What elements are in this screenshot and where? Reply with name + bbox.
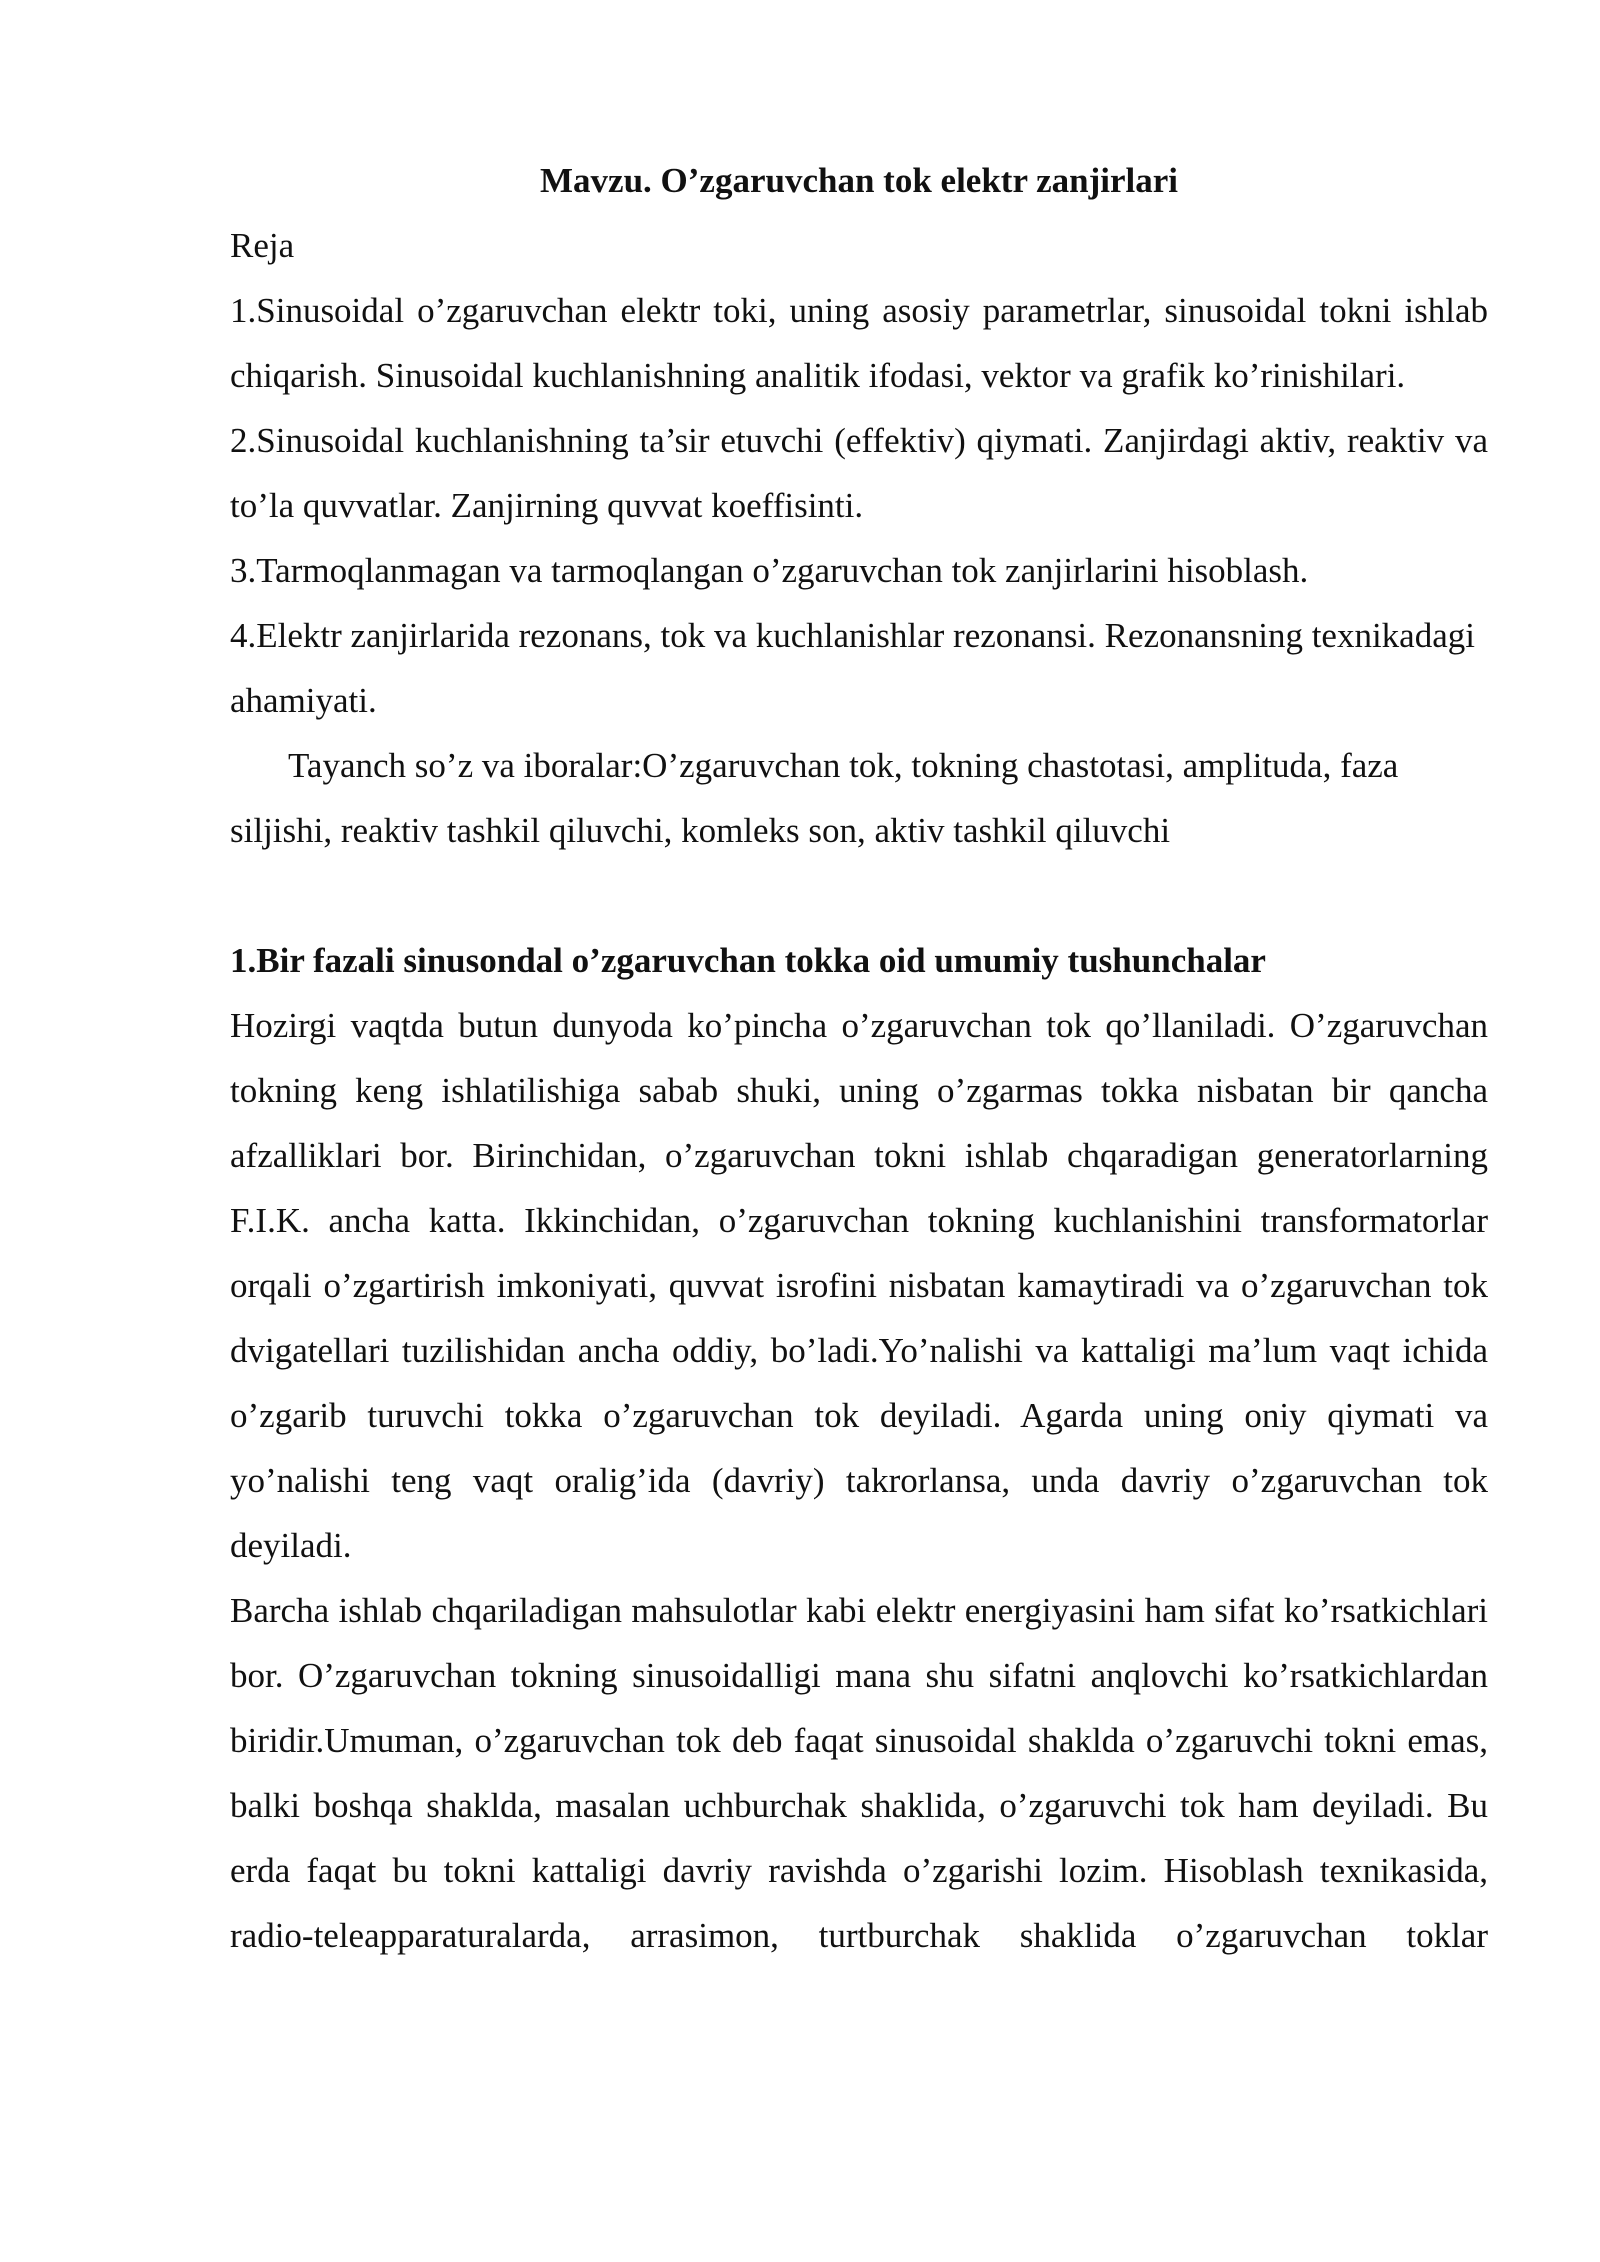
section-heading: 1.Bir fazali sinusondal o’zgaruvchan tokka oid umumiy tushunchalar: [230, 941, 1266, 980]
body-paragraph-2: Barcha ishlab chqariladigan mahsulotlar kabi elektr energiyasini ham sifat ko’rsatkichlari bor. O’zgaruvchan tokning sinusoidalligi mana shu sifatni anqlovchi ko’rsatkichlardan biridir.Umuman, o’zgaruvchan tok deb faqat sinusoidal shaklda o’zgaruvchi tokni emas, balki boshqa shaklda, masalan uchburchak shaklida, o’zgaruvchi tok ham deyiladi. Bu erda faqat bu tokni kattaligi davriy ravishda o’zgarishi lozim. Hisoblash texnikasida, radio-teleapparaturalarda, arrasimon, turtburchak shaklida o’zgaruvchan toklar: [230, 1591, 1488, 1955]
plan-label: Reja: [230, 226, 295, 265]
keywords-paragraph: Tayanch so’z va iboralar:O’zgaruvchan tok, tokning chastotasi, amplituda, faza siljishi, reaktiv tashkil qiluvchi, komleks son, aktiv tashkil qiluvchi: [230, 746, 1399, 850]
plan-item-2: 2.Sinusoidal kuchlanishning ta’sir etuvchi (effektiv) qiymati. Zanjirdagi aktiv, reaktiv va to’la quvvatlar. Zanjirning quvvat koeffisinti.: [230, 421, 1488, 525]
document-title: Mavzu. O’zgaruvchan tok elektr zanjirlari: [540, 161, 1178, 200]
plan-item-3: 3.Tarmoqlanmagan va tarmoqlangan o’zgaruvchan tok zanjirlarini hisoblash.: [230, 551, 1309, 590]
plan-item-1: 1.Sinusoidal o’zgaruvchan elektr toki, uning asosiy parametrlar, sinusoidal tokni ishlab chiqarish. Sinusoidal kuchlanishning analitik ifodasi, vektor va grafik ko’rinishilari.: [230, 291, 1488, 395]
blank-line: [230, 863, 1488, 928]
document-page: [230, 148, 1488, 1968]
plan-item-4: 4.Elektr zanjirlarida rezonans, tok va kuchlanishlar rezonansi. Rezonansning texnikadagi ahamiyati.: [230, 616, 1475, 720]
body-paragraph-1: Hozirgi vaqtda butun dunyoda ko’pincha o’zgaruvchan tok qo’llaniladi. O’zgaruvchan tokning keng ishlatilishiga sabab shuki, uning o’zgarmas tokka nisbatan bir qancha afzalliklari bor. Birinchidan, o’zgaruvchan tokni ishlab chqaradigan generatorlarning F.I.K. ancha katta. Ikkinchidan, o’zgaruvchan tokning kuchlanishini transformatorlar orqali o’zgartirish imkoniyati, quvvat isrofini nisbatan kamaytiradi va o’zgaruvchan tok dvigatellari tuzilishidan ancha oddiy, bo’ladi.Yo’nalishi va kattaligi ma’lum vaqt ichida o’zgarib turuvchi tokka o’zgaruvchan tok deyiladi. Agarda uning oniy qiymati va yo’nalishi teng vaqt oralig’ida (davriy) takrorlansa, unda davriy o’zgaruvchan tok deyiladi.: [230, 1006, 1488, 1565]
